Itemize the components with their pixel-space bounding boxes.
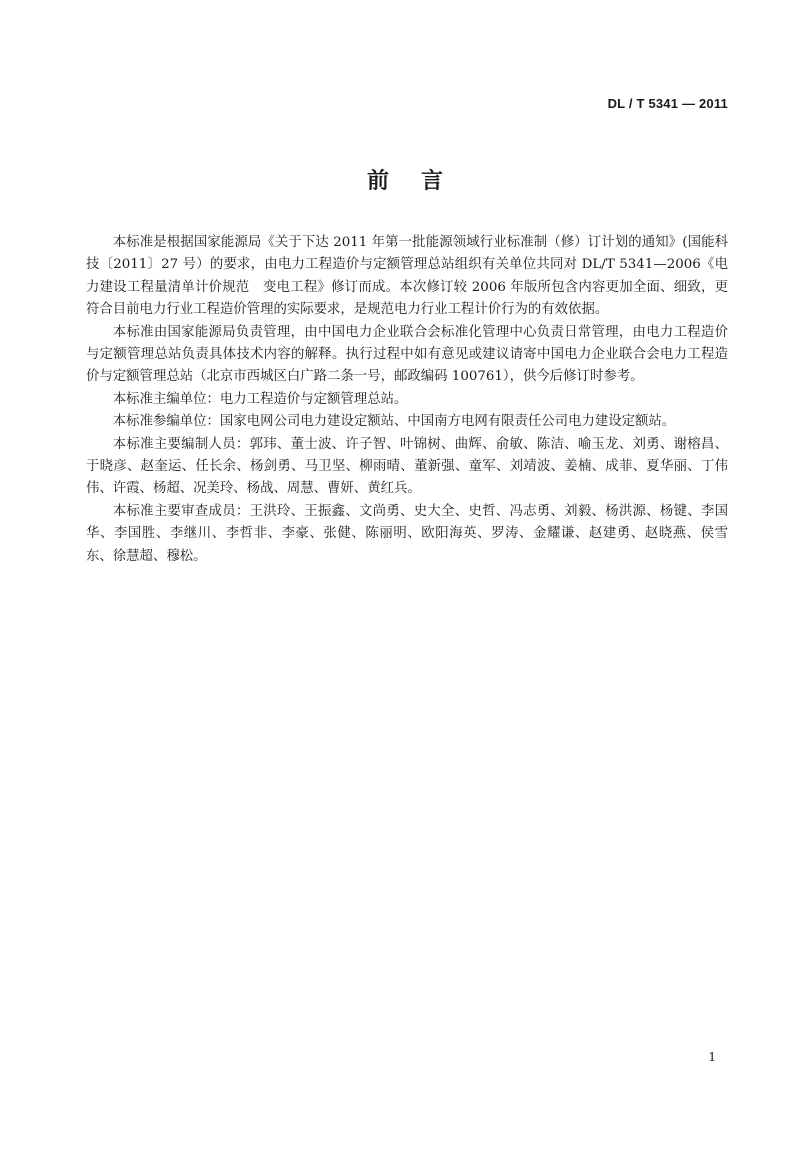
paragraph-drafters: 本标准主要编制人员：郭玮、董士波、许子智、叶锦树、曲辉、俞敏、陈洁、喻玉龙、刘勇、谢榕昌、于晓彦、赵奎运、任长余、杨剑勇、马卫坚、柳雨晴、董新强、童军、刘靖波、姜楠、成菲、夏华丽、丁伟伟、许霞、杨超、况美玲、杨战、周慧、曹妍、黄红兵。 bbox=[86, 436, 728, 497]
standard-code: DL / T 5341 — 2011 bbox=[607, 96, 728, 111]
title-char-1: 前 bbox=[366, 169, 391, 194]
paragraph-management: 本标准由国家能源局负责管理，由中国电力企业联合会标准化管理中心负责日常管理，由电力工程造价与定额管理总站负责具体技术内容的解释。执行过程中如有意见或建议请寄中国电力企业联合会电力工程造价与定额管理总站（北京市西城区白广路二条一号，邮政编码 100761），供今后修订时参考。 bbox=[86, 324, 728, 385]
preface-body bbox=[86, 232, 728, 568]
title-char-2: 言 bbox=[421, 169, 446, 194]
paragraph-reviewers: 本标准主要审查成员：王洪玲、王振鑫、文尚勇、史大全、史哲、冯志勇、刘毅、杨洪源、杨键、李国华、李国胜、李继川、李哲非、李豪、张健、陈丽明、欧阳海英、罗涛、金耀谦、赵建勇、赵晓燕、侯雪东、徐慧超、穆松。 bbox=[86, 503, 728, 564]
paragraph-chief-editor: 本标准主编单位：电力工程造价与定额管理总站。 bbox=[112, 391, 408, 407]
paragraph-participants: 本标准参编单位：国家电网公司电力建设定额站、中国南方电网有限责任公司电力建设定额站。 bbox=[112, 414, 676, 430]
page-title bbox=[0, 164, 812, 195]
page-number: 1 bbox=[708, 1050, 716, 1064]
paragraph-basis: 本标准是根据国家能源局《关于下达 2011 年第一批能源领域行业标准制（修）订计划的通知》(国能科技〔2011〕27 号）的要求，由电力工程造价与定额管理总站组织有关单位共同对 DL/T 5341—2006《电力建设工程量清单计价规范 变电工程》修订而成。本次修订较 2006 年版所包含内容更加全面、细致，更符合目前电力行业工程造价管理的实际要求，是规范电力行业工程计价行为的有效依据。 bbox=[86, 235, 728, 318]
